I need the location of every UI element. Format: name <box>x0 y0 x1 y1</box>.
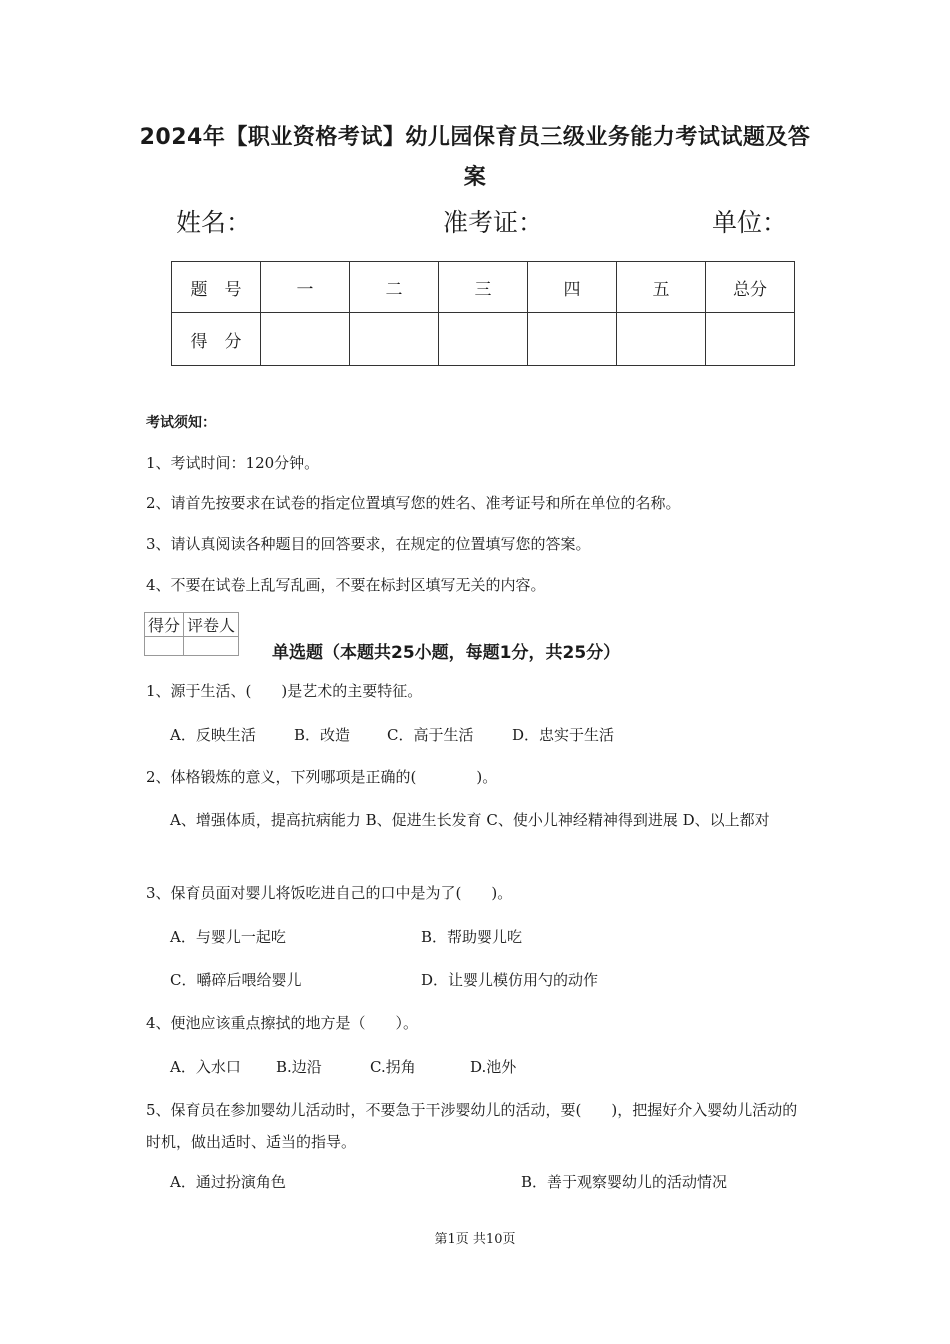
option[interactable]: B．帮助婴儿吃 <box>421 928 523 946</box>
option[interactable]: B．改造 <box>294 726 351 744</box>
question-number-label: 题 号 <box>172 262 261 313</box>
option[interactable]: C．嚼碎后喂给婴儿 <box>170 971 302 989</box>
score-cell[interactable] <box>706 313 795 366</box>
grader-score-cell[interactable] <box>145 637 184 656</box>
option[interactable]: D．让婴儿模仿用勺的动作 <box>421 971 599 989</box>
unit-field-label: 单位： <box>712 208 788 237</box>
question-text: 4、便池应该重点擦拭的地方是（ ）。 <box>146 1014 419 1032</box>
question-text: 2、体格锻炼的意义，下列哪项是正确的( )。 <box>146 768 498 786</box>
score-cell[interactable] <box>350 313 439 366</box>
notice-item: 2、请首先按要求在试卷的指定位置填写您的姓名、准考证号和所在单位的名称。 <box>146 494 681 512</box>
page-footer: 第1页 共10页 <box>434 1232 516 1247</box>
score-cell[interactable] <box>617 313 706 366</box>
title-line-1: 2024年【职业资格考试】幼儿园保育员三级业务能力考试试题及答 <box>139 125 811 150</box>
grader-score-label: 得分 <box>145 613 184 637</box>
option[interactable]: A．入水口 <box>170 1058 241 1076</box>
option[interactable]: C.拐角 <box>370 1058 416 1076</box>
score-table <box>171 261 795 366</box>
grader-name-cell[interactable] <box>184 637 239 656</box>
score-cell[interactable] <box>261 313 350 366</box>
score-label: 得 分 <box>172 313 261 366</box>
option-text: A、增强体质，提高抗病能力 B、促进生长发育 C、使小儿神经精神得到进展 D、以上都对 <box>170 811 770 829</box>
section-1-header: 一 <box>261 262 350 313</box>
section-4-header: 四 <box>528 262 617 313</box>
document-title <box>130 118 820 198</box>
section-5-header: 五 <box>617 262 706 313</box>
title-line-2: 案 <box>463 165 487 190</box>
option[interactable]: D.池外 <box>470 1058 517 1076</box>
option[interactable]: C．高于生活 <box>387 726 474 744</box>
score-table-score-row <box>172 313 795 366</box>
grader-box <box>144 612 239 656</box>
question-text: 3、保育员面对婴儿将饭吃进自己的口中是为了( )。 <box>146 884 513 902</box>
notice-item: 3、请认真阅读各种题目的回答要求，在规定的位置填写您的答案。 <box>146 535 591 553</box>
score-cell[interactable] <box>528 313 617 366</box>
name-field-label: 姓名： <box>176 208 252 237</box>
option[interactable]: D．忠实于生活 <box>512 726 615 744</box>
section-title: 单选题（本题共25小题，每题1分，共25分） <box>272 643 621 663</box>
score-table-header-row <box>172 262 795 313</box>
question-text: 1、源于生活、( )是艺术的主要特征。 <box>146 682 423 700</box>
notice-title: 考试须知： <box>146 415 216 431</box>
notice-item: 4、不要在试卷上乱写乱画，不要在标封区填写无关的内容。 <box>146 576 546 594</box>
option[interactable]: A．通过扮演角色 <box>170 1173 286 1191</box>
option[interactable]: A．与婴儿一起吃 <box>170 928 286 946</box>
option[interactable]: B．善于观察婴幼儿的活动情况 <box>521 1173 728 1191</box>
option[interactable]: A．反映生活 <box>170 726 256 744</box>
grader-name-label: 评卷人 <box>184 613 239 637</box>
option[interactable]: B.边沿 <box>276 1058 322 1076</box>
section-2-header: 二 <box>350 262 439 313</box>
section-3-header: 三 <box>439 262 528 313</box>
score-cell[interactable] <box>439 313 528 366</box>
exam-id-field-label: 准考证： <box>443 208 544 237</box>
total-header: 总分 <box>706 262 795 313</box>
notice-item: 1、考试时间：120分钟。 <box>146 454 320 472</box>
question-text: 5、保育员在参加婴幼儿活动时，不要急于干涉婴幼儿的活动，要( )，把握好介入婴幼儿活动的时机，做出适时、适当的指导。 <box>146 1101 798 1151</box>
